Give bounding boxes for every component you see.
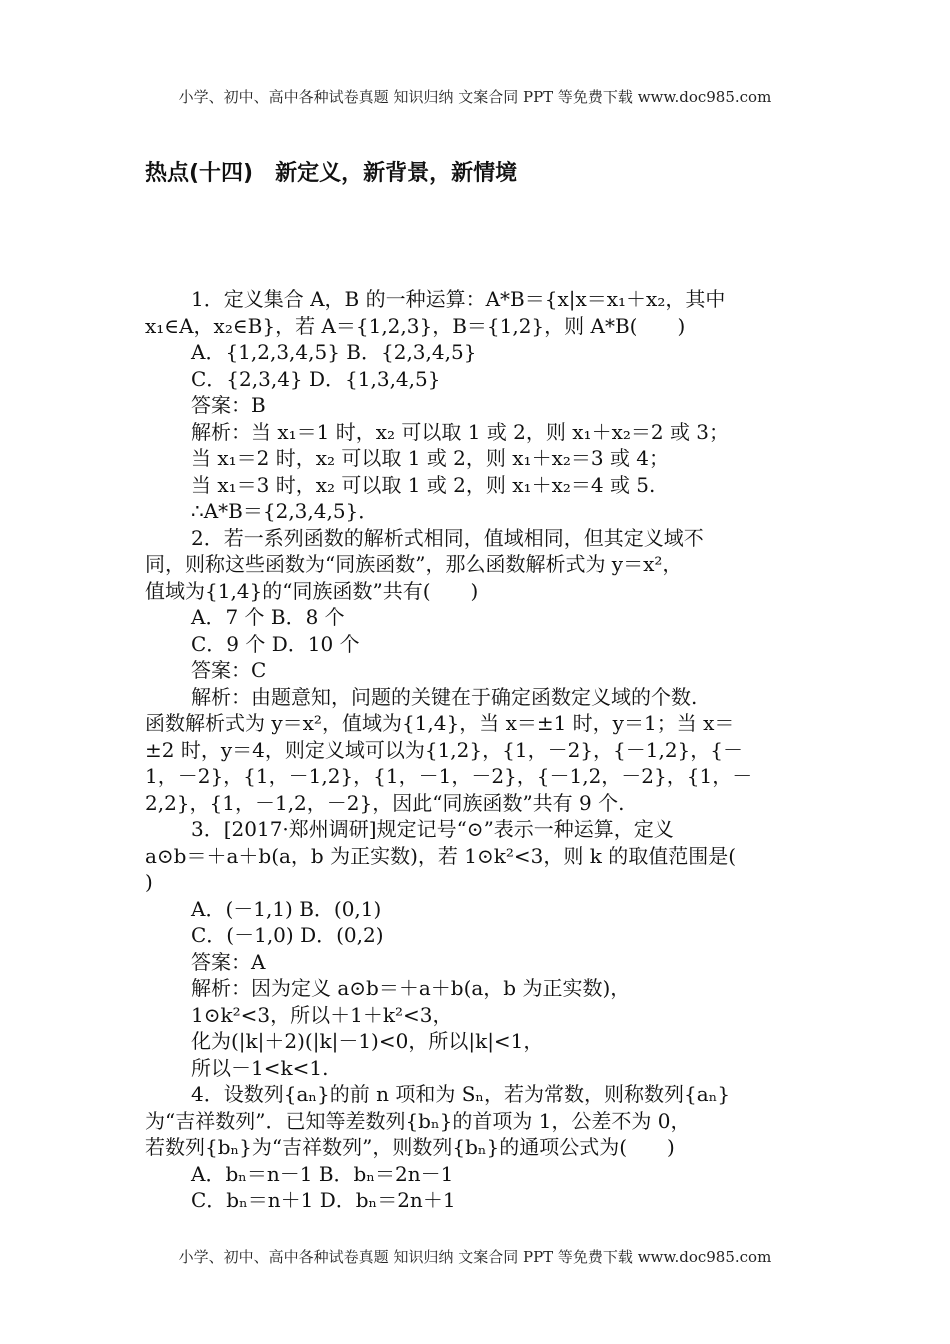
text-line: 为“吉祥数列”．已知等差数列{bₙ}的首项为 1，公差不为 0， bbox=[145, 1108, 691, 1133]
text-line: C．bₙ＝n＋1 D．bₙ＝2n＋1 bbox=[191, 1188, 456, 1212]
text-line: a⊙b＝＋a＋b(a，b 为正实数)，若 1⊙k²<3，则 k 的取值范围是( bbox=[145, 843, 736, 868]
text-line: 若数列{bₙ}为“吉祥数列”，则数列{bₙ}的通项公式为( ) bbox=[145, 1135, 675, 1159]
page-title: 热点(十四) 新定义，新背景，新情境 bbox=[145, 161, 518, 186]
text-line: 所以－1<k<1. bbox=[191, 1055, 329, 1080]
text-line: x₁∈A，x₂∈B}，若 A＝{1,2,3}，B＝{1,2}，则 A*B( ) bbox=[145, 313, 686, 338]
text-line: 解析：因为定义 a⊙b＝＋a＋b(a，b 为正实数)， bbox=[191, 976, 631, 1000]
text-line: 2．若一系列函数的解析式相同，值域相同，但其定义域不 bbox=[191, 525, 704, 550]
text-line: 化为(|k|＋2)(|k|－1)<0，所以|k|<1， bbox=[191, 1029, 544, 1053]
text-line: C．9 个 D．10 个 bbox=[191, 631, 360, 656]
text-line: A．{1,2,3,4,5} B．{2,3,4,5} bbox=[191, 340, 477, 364]
text-line: 3．[2017·郑州调研]规定记号“⊙”表示一种运算，定义 bbox=[191, 817, 674, 841]
page-header: 小学、初中、高中各种试卷真题 知识归纳 文案合同 PPT 等免费下载 www.doc985.com bbox=[178, 88, 772, 106]
text-line: ) bbox=[145, 870, 153, 894]
text-line: 解析：当 x₁＝1 时，x₂ 可以取 1 或 2，则 x₁＋x₂＝2 或 3； bbox=[191, 419, 730, 444]
text-line: A．(－1,1) B．(0,1) bbox=[191, 896, 382, 921]
text-line: 值域为{1,4}的“同族函数”共有( ) bbox=[145, 578, 479, 603]
text-line: 1，－2}，{1，－1,2}，{1，－1，－2}，{－1,2，－2}，{1，－ bbox=[145, 764, 753, 788]
text-line: 答案：B bbox=[191, 393, 266, 417]
text-line: 函数解析式为 y＝x²，值域为{1,4}，当 x＝±1 时，y＝1；当 x＝ bbox=[145, 711, 735, 735]
text-line: 1．定义集合 A，B 的一种运算：A*B＝{x|x＝x₁＋x₂，其中 bbox=[191, 287, 726, 311]
text-line: A．bₙ＝n－1 B．bₙ＝2n－1 bbox=[191, 1161, 454, 1186]
text-line: 答案：A bbox=[191, 949, 266, 974]
page-footer: 小学、初中、高中各种试卷真题 知识归纳 文案合同 PPT 等免费下载 www.doc985.com bbox=[178, 1248, 772, 1266]
text-line: 解析：由题意知，问题的关键在于确定函数定义域的个数. bbox=[191, 684, 698, 709]
text-line: 4．设数列{aₙ}的前 n 项和为 Sₙ，若为常数，则称数列{aₙ} bbox=[191, 1082, 731, 1106]
document-body bbox=[145, 286, 810, 1214]
text-line: 2,2}，{1，－1,2，－2}，因此“同族函数”共有 9 个. bbox=[145, 790, 625, 815]
text-line: 1⊙k²<3，所以＋1＋k²<3， bbox=[191, 1002, 453, 1027]
text-line: 当 x₁＝2 时，x₂ 可以取 1 或 2，则 x₁＋x₂＝3 或 4； bbox=[191, 446, 670, 470]
text-line: 答案：C bbox=[191, 658, 267, 682]
text-line: A．7 个 B．8 个 bbox=[191, 605, 345, 629]
text-line: C．{2,3,4} D．{1,3,4,5} bbox=[191, 366, 441, 391]
text-line: 同，则称这些函数为“同族函数”，那么函数解析式为 y＝x²， bbox=[145, 552, 683, 576]
text-line: 当 x₁＝3 时，x₂ 可以取 1 或 2，则 x₁＋x₂＝4 或 5. bbox=[191, 472, 656, 497]
text-line: ±2 时，y＝4，则定义域可以为{1,2}，{1，－2}，{－1,2}，{－ bbox=[145, 737, 743, 762]
text-line: C．(－1,0) D．(0,2) bbox=[191, 923, 384, 947]
text-line: ∴A*B＝{2,3,4,5}． bbox=[191, 499, 379, 523]
